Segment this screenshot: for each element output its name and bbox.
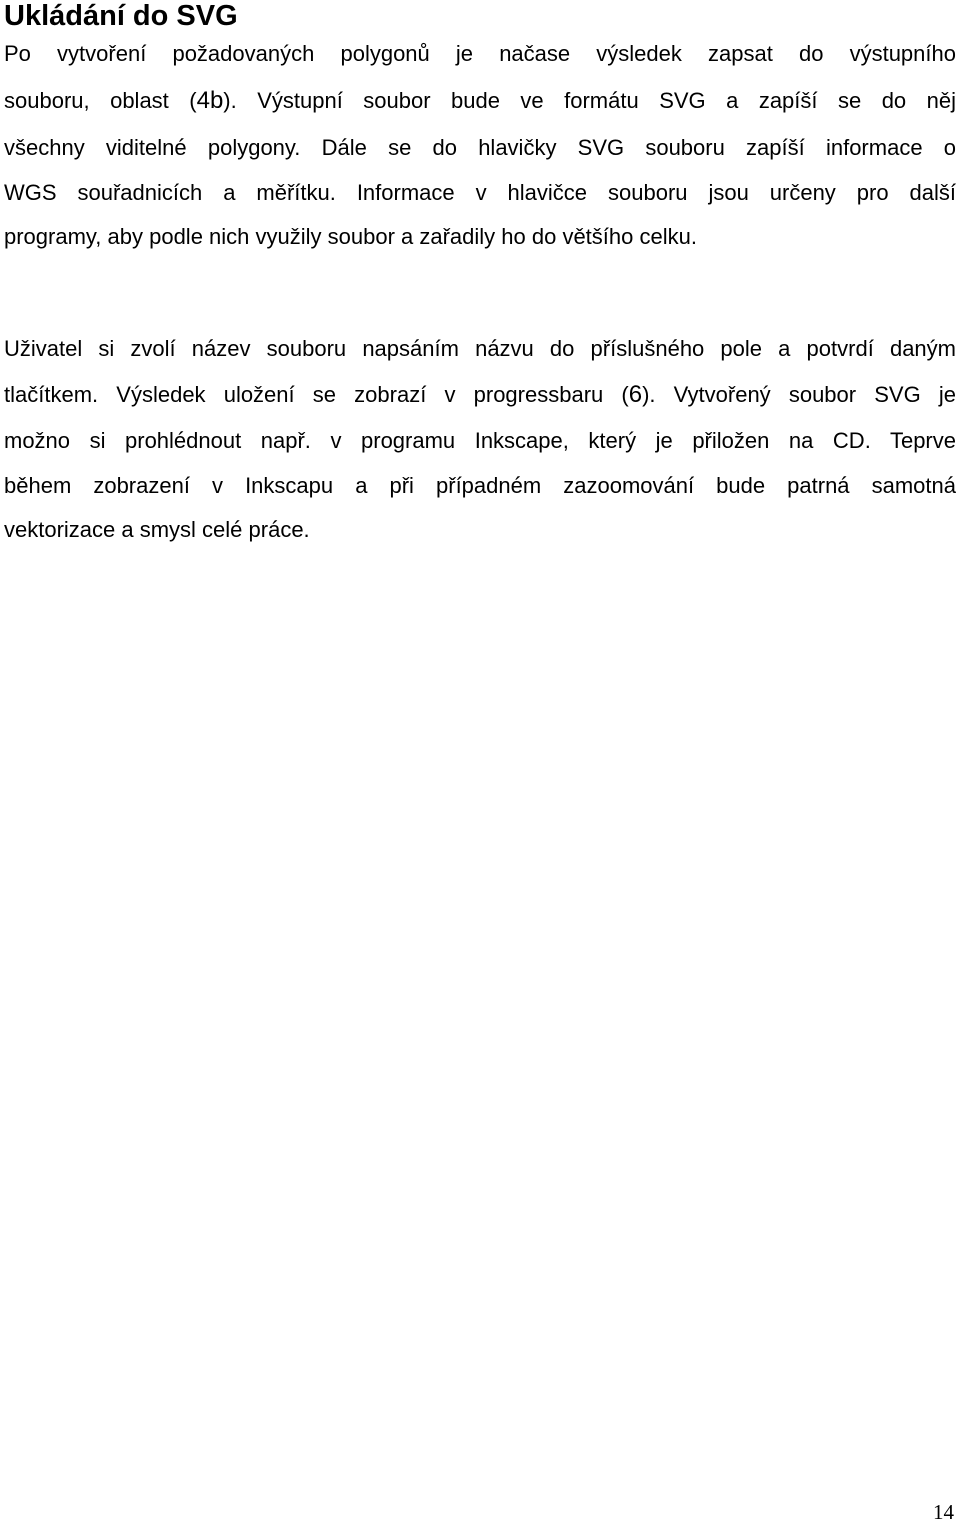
text-segment: tlačítkem. Výsledek uložení se zobrazí v progressbaru ( [4,382,629,407]
figure-reference: 6 [628,381,643,408]
paragraph-2-line-2 [4,382,956,408]
paragraph-1-line-2 [4,88,956,114]
paragraph-2-line-4: během zobrazení v Inkscapu a při případném zazoomování bude patrná samotná [4,473,956,498]
paragraph-1-line-5: programy, aby podle nich využily soubor a zařadily ho do většího celku. [4,224,697,249]
paragraph-2-line-3: možno si prohlédnout např. v programu Inkscape, který je přiložen na CD. Teprve [4,428,956,453]
text-segment: ). Výstupní soubor bude ve formátu SVG a zapíší se do něj [223,88,956,113]
text-segment: ). Vytvořený soubor SVG je [642,382,956,407]
page-number: 14 [933,1500,954,1524]
section-heading: Ukládání do SVG [4,0,238,32]
paragraph-1-line-3: všechny viditelné polygony. Dále se do hlavičky SVG souboru zapíší informace o [4,135,956,160]
paragraph-1-line-4: WGS souřadnicích a měřítku. Informace v hlavičce souboru jsou určeny pro další [4,180,956,205]
paragraph-2-line-5: vektorizace a smysl celé práce. [4,517,310,542]
text-segment: souboru, oblast ( [4,88,197,113]
paragraph-2-line-1: Uživatel si zvolí název souboru napsáním názvu do příslušného pole a potvrdí daným [4,336,956,361]
paragraph-1-line-1: Po vytvoření požadovaných polygonů je načase výsledek zapsat do výstupního [4,41,956,66]
figure-reference: 4b [196,87,224,114]
